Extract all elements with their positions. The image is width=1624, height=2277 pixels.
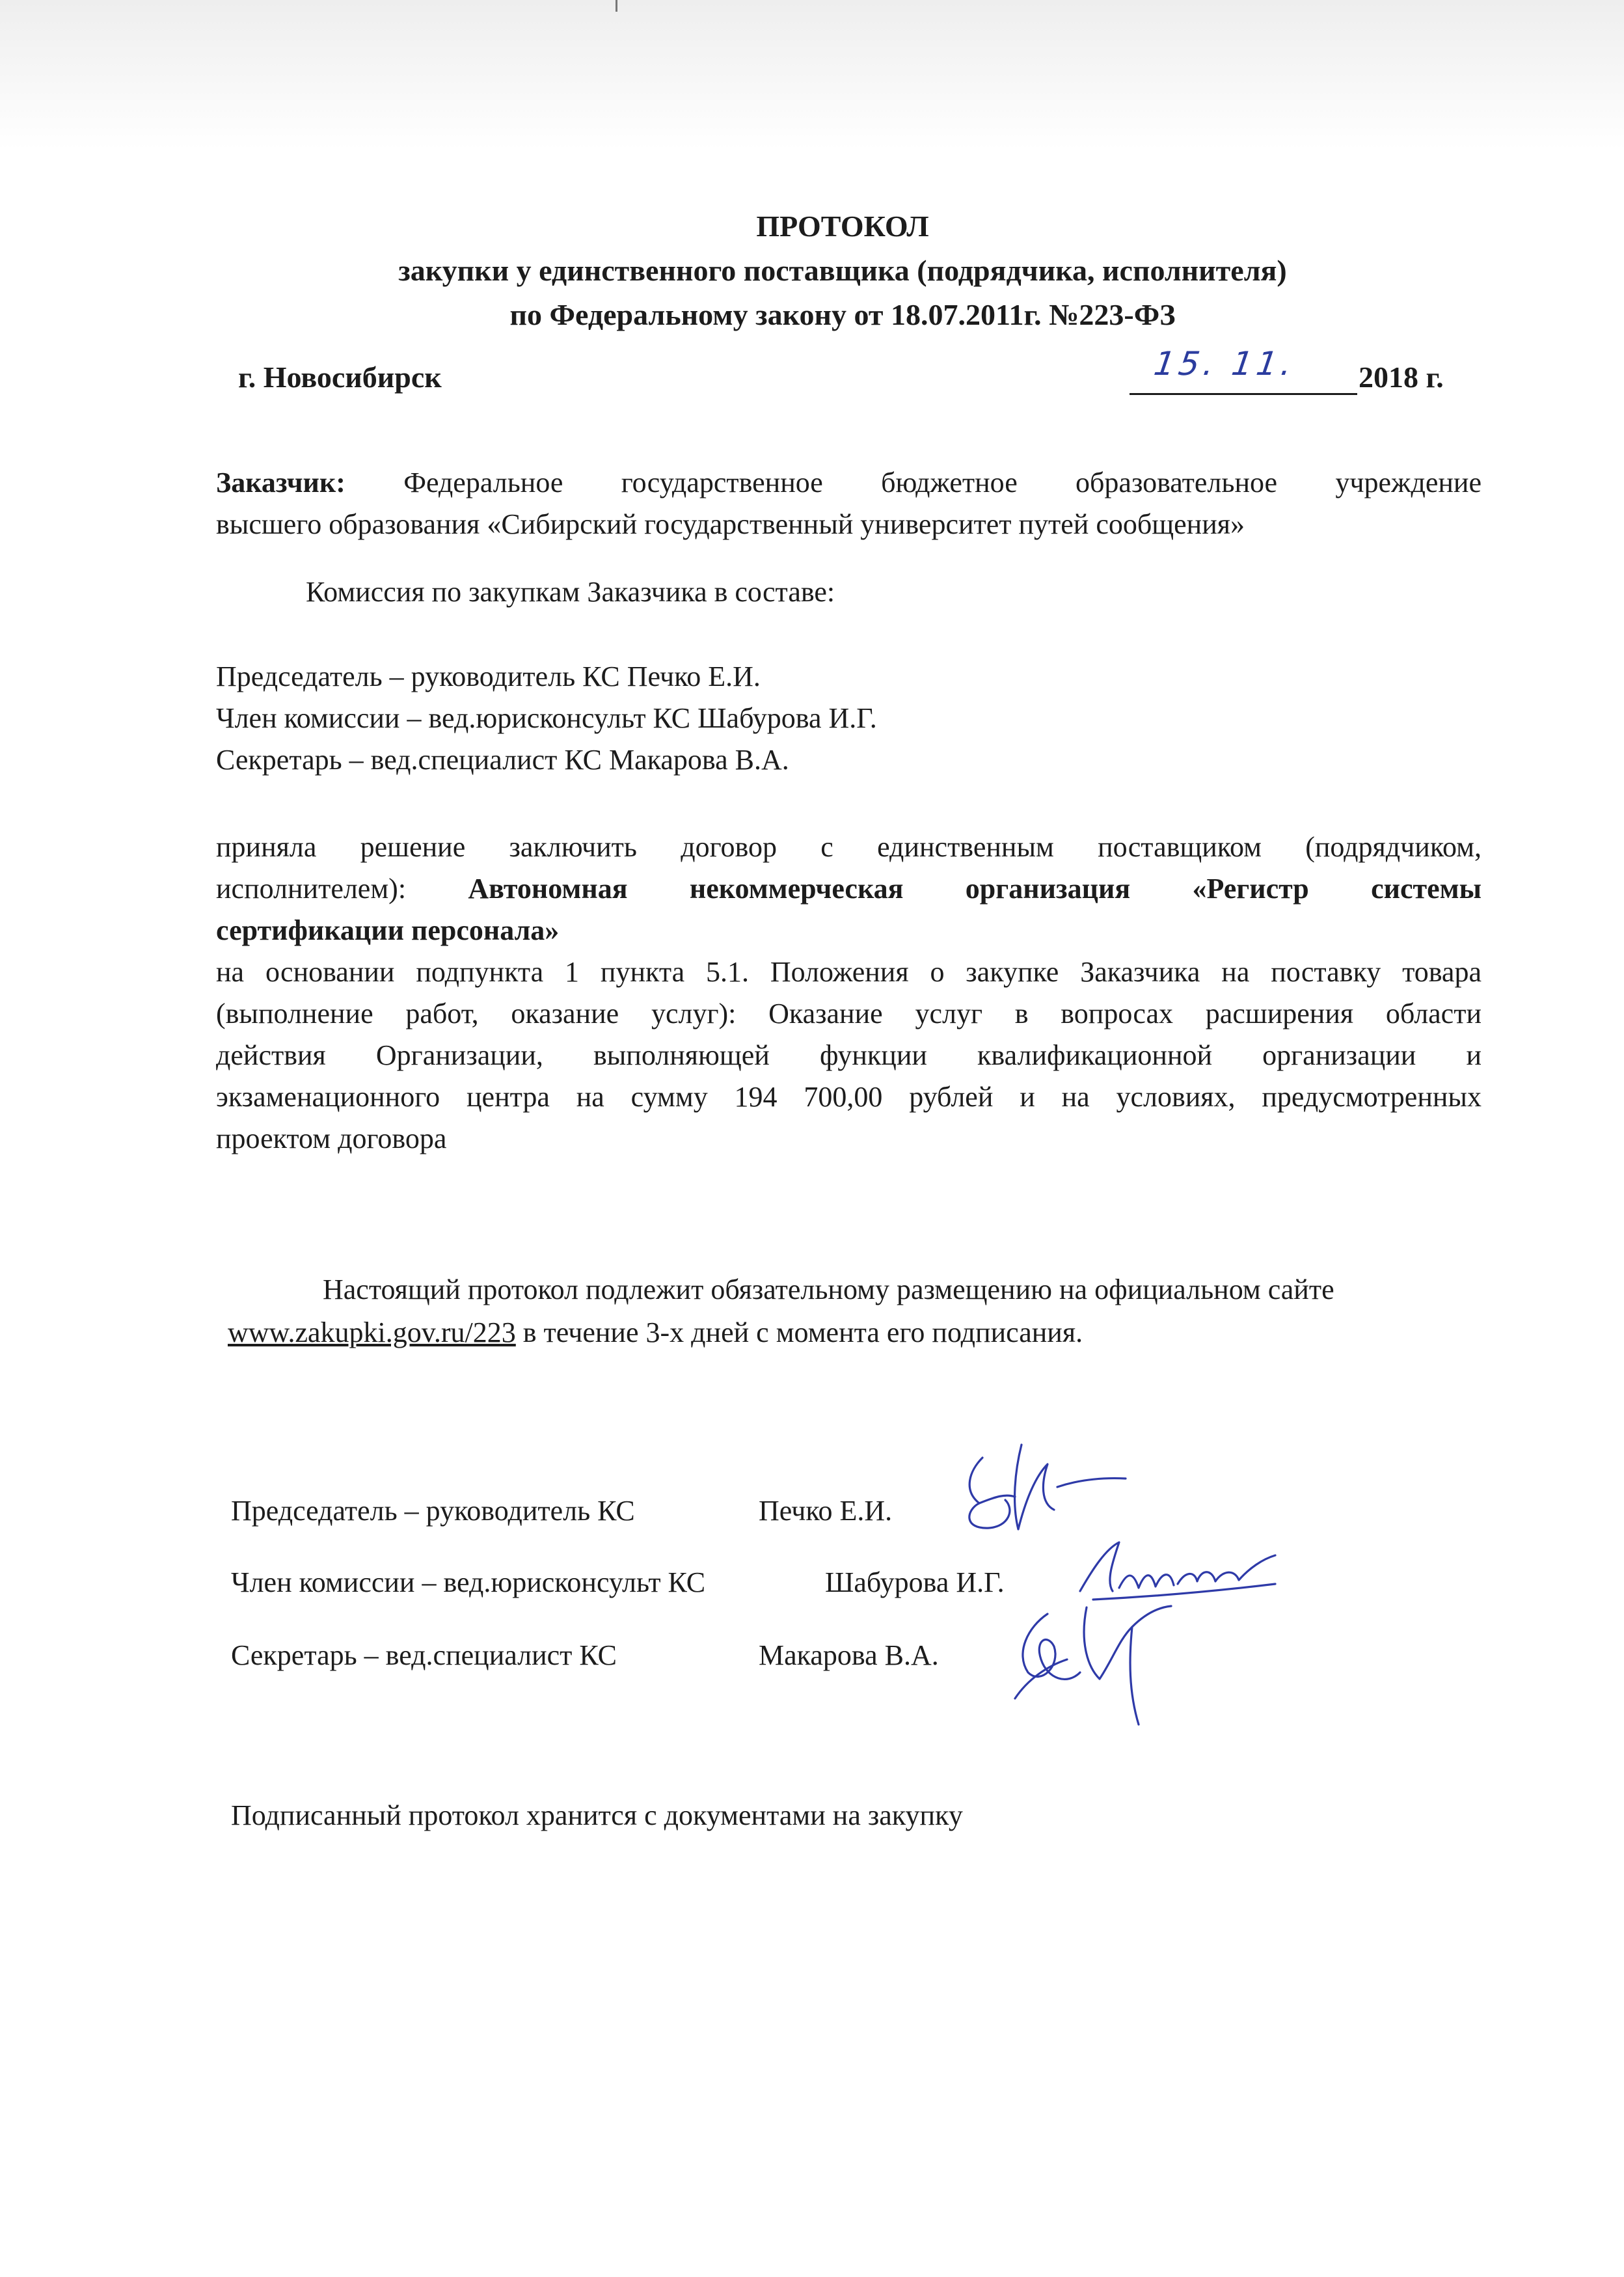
basis-line-5: проектом договора [216, 1123, 447, 1154]
basis-line-4: экзаменационного центра на сумму 194 700,00 рублей и на условиях, предусмотренных [216, 1081, 1482, 1113]
supplier-name-word: некоммерческая [689, 873, 904, 905]
customer-line-2: высшего образования «Сибирский государственный университет путей сообщения» [216, 508, 1245, 540]
scan-edge-mark [616, 0, 617, 12]
year: 2018 г. [1359, 361, 1444, 394]
scan-shadow [0, 0, 1624, 150]
member-secretary: Секретарь – вед.специалист КС Макарова В.А. [216, 744, 789, 776]
document-title: ПРОТОКОЛ [756, 210, 929, 243]
basis-line-3: действия Организации, выполняющей функции квалификационной организации и [216, 1039, 1482, 1071]
basis-line-1: на основании подпункта 1 пункта 5.1. Положения о закупке Заказчика на поставку товара [216, 956, 1482, 988]
signature-role-secretary: Секретарь – вед.специалист КС [231, 1639, 617, 1671]
decision-line-1: приняла решение заключить договор с единственным поставщиком (подрядчиком, [216, 831, 1482, 863]
commission-intro: Комиссия по закупкам Заказчика в составе: [306, 576, 835, 608]
member-chairman: Председатель – руководитель КС Печко Е.И. [216, 661, 761, 692]
supplier-name-end: сертификации персонала» [216, 914, 560, 946]
publication-line-2: www.zakupki.gov.ru/223 в течение 3-х дней с момента его подписания. [228, 1316, 1083, 1348]
signature-secretary-handwritten [989, 1588, 1184, 1738]
decision-line-2: исполнителем): Автономная некоммерческая организация «Регистр системы [216, 873, 1482, 905]
basis-line-2: (выполнение работ, оказание услуг): Оказание услуг в вопросах расширения области [216, 998, 1482, 1029]
supplier-name-word: «Регистр [1192, 873, 1309, 905]
publication-line-1: Настоящий протокол подлежит обязательному размещению на официальном сайте [323, 1274, 1334, 1305]
footer-note: Подписанный протокол хранится с документами на закупку [231, 1799, 963, 1831]
signature-role-chairman: Председатель – руководитель КС [231, 1495, 635, 1527]
supplier-name-word: системы [1371, 873, 1482, 905]
signature-name-secretary: Макарова В.А. [759, 1639, 939, 1671]
signature-name-chairman: Печко Е.И. [759, 1495, 893, 1527]
customer-label: Заказчик: [216, 467, 345, 498]
signature-chairman-handwritten [943, 1432, 1158, 1542]
member-legal: Член комиссии – вед.юрисконсульт КС Шабурова И.Г. [216, 702, 877, 734]
signature-name-legal: Шабурова И.Г. [825, 1566, 1005, 1598]
supplier-name-word: организация [965, 873, 1131, 905]
zakupki-link[interactable]: www.zakupki.gov.ru/223 [228, 1316, 516, 1348]
date-underline [1130, 393, 1357, 395]
law-reference: по Федеральному закону от 18.07.2011г. №223-ФЗ [509, 298, 1176, 331]
customer-line-1: Заказчик: Федеральное государственное бюджетное образовательное учреждение [216, 467, 1482, 498]
supplier-name-word: Автономная [468, 873, 628, 905]
document-subtitle: закупки у единственного поставщика (подрядчика, исполнителя) [398, 254, 1287, 287]
city: г. Новосибирск [238, 361, 442, 394]
handwritten-date: 15. 11. [1151, 345, 1299, 383]
signature-role-legal: Член комиссии – вед.юрисконсульт КС [231, 1566, 706, 1598]
